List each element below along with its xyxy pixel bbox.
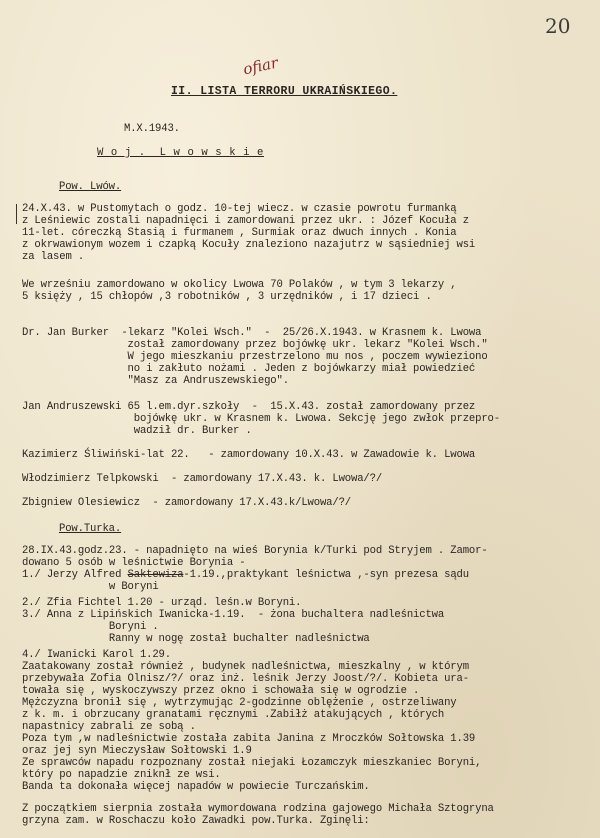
text-line: -1.19.,praktykant leśnictwa ,-syn prezesa sądu: [183, 569, 469, 581]
text-line: 28.IX.43.godz.23. - napadnięto na wieś Borynia k/Turki pod Stryjem . Zamor-: [22, 545, 488, 557]
text-line: "Masz za Andruszewskiego".: [22, 375, 289, 387]
text-line: Jan Andruszewski 65 l.em.dyr.szkoły - 15.X.43. został zamordowany przez: [22, 401, 476, 413]
victim-4: 4./ Iwanicki Karol 1.29.: [22, 649, 171, 661]
document-date: M.X.1943.: [124, 123, 180, 135]
text-line: 3./ Anna z Lipińskich Iwanicka-1.19. - żona buchaltera nadleśnictwa: [22, 609, 445, 621]
text-line: Zaatakowany został również , budynek nadleśnictwa, mieszkalny , w którym: [22, 661, 469, 673]
text-line: za lasem .: [22, 251, 85, 263]
text-line: który po napadzie zniknł ze wsi.: [22, 769, 221, 781]
section-heading-lwow: Pow. Lwów.: [59, 181, 122, 193]
text-line: Dr. Jan Burker -lekarz "Kolei Wsch." - 25/26.X.1943. w Krasnem k. Lwowa: [22, 327, 482, 339]
text-line: z k. m. i obrzucany granatami ręcznymi .Zabiłż atakujących , których: [22, 709, 445, 721]
text-line: Ranny w nogę został buchalter nadleśnictwa: [22, 633, 370, 645]
text-line: 11-let. córeczką Stasią i furmanem , Surmiak oraz dwuch innych . Konia: [22, 227, 457, 239]
text-line: bojówkę ukr. w Krasnem k. Lwowa. Sekcję jego zwłok przepro-: [22, 413, 500, 425]
text-line: przebywała Zofia Olnisz/?/ oraz inż. leśnik Jerzy Joost/?/. Kobieta ura-: [22, 673, 469, 685]
text-line: 1./ Jerzy Alfred: [22, 569, 128, 581]
text-line: Ze sprawców napadu rozpoznany został niejaki Łozamczyk mieszkaniec Boryni,: [22, 757, 482, 769]
text-line: towała się , wyskoczywszy przez okno i schowała się w ogrodzie .: [22, 685, 420, 697]
entry-telpkowski: Włodzimierz Telpkowski - zamordowany 17.X.43. k. Lwowa/?/: [22, 473, 383, 485]
text-line: został zamordowany przez bojówkę ukr. lekarz "Kolei Wsch.": [22, 339, 488, 351]
region-heading: W o j . L w o w s k i e: [97, 147, 264, 159]
text-line: Z początkiem sierpnia została wymordowana rodzina gajowego Michała Sztogryna: [22, 803, 494, 815]
struck-text: Saktewiza: [127, 569, 184, 581]
text-line: 5 księży , 15 chłopów ,3 robotników , 3 urzędników , i 17 dzieci .: [22, 291, 432, 303]
text-line: Boryni .: [22, 621, 159, 633]
text-line: wadził dr. Burker .: [22, 425, 252, 437]
text-line: Poza tym ,w nadleśnictwie została zabita Janina z Mroczków Sołtowska 1.39: [22, 733, 476, 745]
text-line: grzyna zam. w Roschaczu koło Zawadki pow.Turka. Zginęli:: [22, 815, 370, 827]
margin-bracket: [16, 204, 17, 224]
text-line: Banda ta dokonała więcej napadów w powiecie Turczańskim.: [22, 781, 370, 793]
text-line: z Leśniewic zostali napadnięci i zamordowani przez ukr. : Józef Kocuła z: [22, 215, 469, 227]
entry-olesiewicz: Zbigniew Olesiewicz - zamordowany 17.X.43.k/Lwowa/?/: [22, 497, 351, 509]
text-line: dowano 5 osób w leśnictwie Borynia -: [22, 557, 246, 569]
handwritten-annotation: ofiar: [241, 53, 280, 79]
victim-1-location: w Boryni: [22, 581, 159, 593]
page-number: 20: [545, 14, 571, 38]
text-line: W jego mieszkaniu przestrzelono mu nos , poczem wywieziono: [22, 351, 488, 363]
victim-2: 2./ Zfia Fichtel 1.20 - urząd. leśn.w Boryni.: [22, 597, 302, 609]
text-line: Mężczyzna bronił się , wytrzymując 2-godzinne oblężenie , ostrzeliwany: [22, 697, 457, 709]
text-line: We wrześniu zamordowano w okolicy Lwowa 70 Polaków , w tym 3 lekarzy ,: [22, 279, 457, 291]
victim-1: [22, 570, 469, 581]
text-line: napastnicy zabrali ze sobą .: [22, 721, 196, 733]
section-heading-turka: Pow.Turka.: [59, 523, 122, 535]
entry-sliwinski: Kazimierz Śliwiński-lat 22. - zamordowany 10.X.43. w Zawadowie k. Lwowa: [22, 449, 476, 461]
text-line: z okrwawionym wozem i czapką Kocuły znaleziono nazajutrz w sąsiedniej wsi: [22, 239, 476, 251]
text-line: no i zakłuto nożami . Jeden z bojówkarzy miał powiedzieć: [22, 363, 476, 375]
text-line: 24.X.43. w Pustomytach o godz. 10-tej wiecz. w czasie powrotu furmanką: [22, 203, 457, 215]
text-line: oraz jej syn Mieczysław Sołtowski 1.9: [22, 745, 252, 757]
document-title: II. LISTA TERRORU UKRAIŃSKIEGO.: [171, 85, 398, 98]
